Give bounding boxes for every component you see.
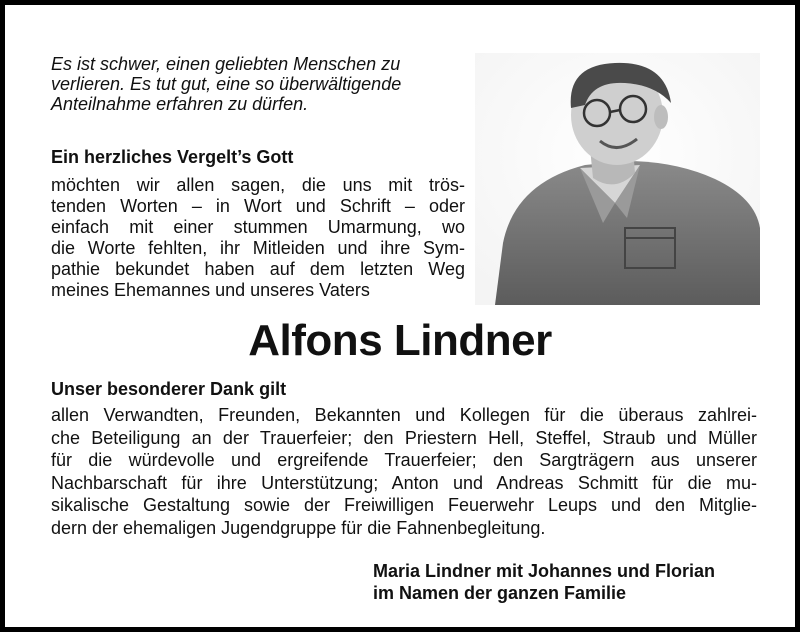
thanks-paragraph — [51, 175, 465, 301]
paragraph-line: für die würdevolle und ergreifende Trauerfeier; den Sargträgern aus unserer — [51, 450, 757, 470]
quote-line: Es ist schwer, einen geliebten Menschen zu — [51, 54, 401, 74]
quote-line: Anteilnahme erfahren zu dürfen. — [51, 94, 309, 114]
paragraph-line: tenden Worten – in Wort und Schrift – oder — [51, 196, 465, 216]
paragraph-line: Nachbarschaft für ihre Unterstützung; Anton und Andreas Schmitt für die mu- — [51, 472, 757, 493]
portrait-illustration — [475, 53, 760, 305]
special-thanks-heading: Unser besonderer Dank gilt — [51, 379, 287, 399]
paragraph-line: die Worte fehlten, ihr Mitleiden und ihre Sym- — [51, 238, 465, 258]
deceased-name: Alfons Lindner — [248, 316, 552, 365]
paragraph-line: meines Ehemannes und unseres Vaters — [51, 280, 370, 300]
portrait-photo — [475, 53, 760, 305]
paragraph-line: möchten wir allen sagen, die uns mit trös- — [51, 175, 465, 195]
signature-line: Maria Lindner mit Johannes und Florian — [373, 561, 716, 581]
quote-line: verlieren. Es tut gut, eine so überwältigende — [51, 74, 402, 94]
signature-line: im Namen der ganzen Familie — [373, 583, 627, 603]
paragraph-line: einfach mit einer stummen Umarmung, wo — [51, 217, 465, 237]
paragraph-line: pathie bekundet haben auf dem letzten Weg — [51, 259, 465, 279]
signature — [373, 560, 715, 604]
paragraph-line: che Beteiligung an der Trauerfeier; den Priestern Hell, Steffel, Straub und Müller — [51, 427, 757, 448]
paragraph-line: dern der ehemaligen Jugendgruppe für die Fahnenbegleitung. — [51, 517, 546, 538]
special-thanks-paragraph — [51, 404, 757, 539]
intro-quote — [51, 54, 471, 114]
paragraph-line: allen Verwandten, Freunden, Bekannten und Kollegen für die überaus zahlrei- — [51, 405, 757, 425]
paragraph-line: sikalische Gestaltung sowie der Freiwilligen Feuerwehr Leups und den Mitglie- — [51, 495, 757, 515]
thanks-heading: Ein herzliches Vergelt’s Gott — [51, 147, 294, 167]
